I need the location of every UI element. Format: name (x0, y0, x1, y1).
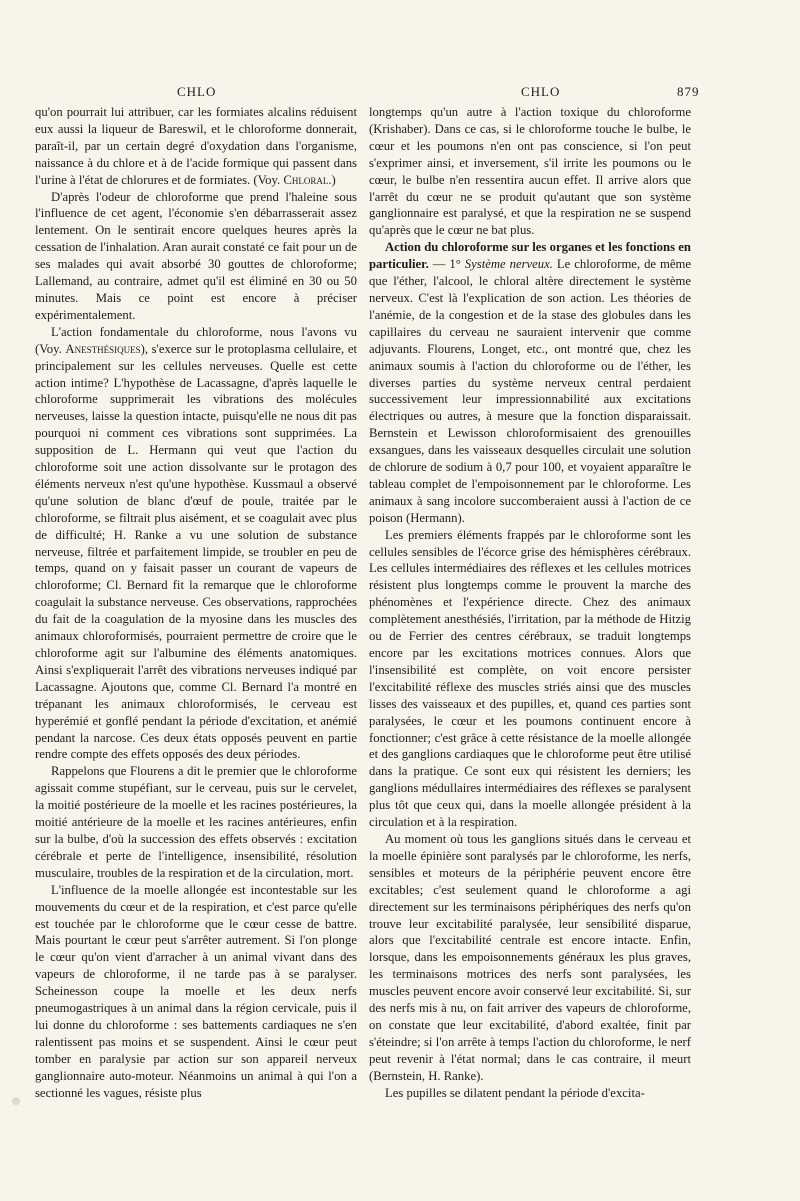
paper-spot (12, 1097, 20, 1105)
paragraph-text: L'action fondamentale du chloroforme, nous l'avons vu (Voy. (35, 324, 357, 356)
paragraph-text: qu'on pourrait lui attribuer, car les formiates alcalins réduisent eux aussi la liqueur de Bareswil, et le chloroforme donnerait, paraît-il, par un certain degré d'oxydation dans l'organisme, naissance à du chlore et à de l'acide formique qui passent dans l'urine à l'état de chlorures et de formiates. (Voy. (35, 105, 357, 187)
paragraph: L'influence de la moelle allongée est incontestable sur les mouvements du cœur et de la respiration, et c'est parce qu'elle est touchée par le chloroforme que le cœur cesse de battre. Mais pourtant le cœur peut s'arrêter autrement. Si l'on plonge le cœur qu'on vient d'arracher à un animal vivant dans des vapeurs de chloroforme, il ne tarde pas à se paralyser. Scheinesson coupe la moelle et les deux nerfs pneumogastriques à un animal dans la région cervicale, puis il lui donne du chloroforme : ses battements cardiaques ne s'en ralentissent pas moins et se suspendent. Ainsi le cœur peut tomber en paralysie par action sur son appareil nerveux ganglionnaire auto-moteur. Néanmoins un animal à qui l'on a sectionné les vagues, résiste plus (35, 882, 357, 1100)
paragraph-text: Le chloroforme, de même que l'éther, l'alcool, le chloral altère directement le système nerveux. C'est là l'explication de son action. Les théories de l'anémie, de la congestion et de la stase des globules dans les capillaires du cerveau ne sauraient intervenir que comme adjuvants. Flourens, Longet, etc., ont montré que, chez les animaux soumis à l'action du chloroforme ou de l'éther, les diverses parties du système nerveux central perdaient successivement leur impressionnabilité aux excitations électriques ou autres, à mesure que la fonction disparaissait. Bernstein et Lewisson chloroformisaient des grenouilles exsangues, dans les vaisseaux desquelles circulait une solution de chlorure de sodium à 0,7 pour 100, et voyaient apparaître le tableau complet de l'empoisonnement par le chloroforme. Les animaux à sang incolore succomberaient aussi à l'action de ce poison (Hermann). (369, 257, 692, 525)
paragraph: Rappelons que Flourens a dit le premier que le chloroforme agissait comme stupéfiant, sur le cerveau, puis sur le cervelet, la moitié postérieure de la moelle et les racines postérieures, la moitié antérieure de la moelle et les racines antérieures, enfin sur la bulbe, d'où la succession des effets observés : excitation cérébrale et perte de l'intelligence, insensibilité, résolution musculaire, troubles de la respiration et de la circulation, mort. (35, 764, 357, 880)
section-paragraph (369, 239, 691, 526)
subsection-heading: Système nerveux. (464, 257, 553, 272)
running-head-center: CHLO (521, 84, 561, 99)
paragraph (35, 104, 357, 189)
page-number: 879 (677, 84, 700, 99)
running-head-left: CHLO (177, 84, 217, 99)
paragraph: Au moment où tous les ganglions situés dans le cerveau et la moelle épinière sont paralysés par le chloroforme, les nerfs, sensibles et moteurs de la périphérie peuvent encore être excitables; c'est seulement quand le chloroforme a agi directement sur les terminaisons périphériques des nerfs qu'on trouve leur excitabilité paralysée, leur sensibilité disparue, alors que l'excitabilité centrale est encore intacte. Enfin, lorsque, dans les empoisonnements généraux les plus graves, les terminaisons motrices des nerfs sont paralysées, les muscles peuvent encore avoir conservé leur excitabilité. Si, sur des nerfs mis à nu, on fait arriver des vapeurs de chloroforme, on constate que leur excitabilité, d'abord exaltée, finit par s'éteindre; si l'on arrête à temps l'action du chloroforme, le nerf peut revenir à l'état normal; dans le cas contraire, il meurt (Bernstein, H. Ranke). (369, 831, 691, 1083)
paragraph: longtemps qu'un autre à l'action toxique du chloroforme (Krishaber). Dans ce cas, si le chloroforme touche le bulbe, le cœur et les poumons n'en ont pas conscience, si l'on peut s'exprimer ainsi, et inversement, s'il irrite les poumons ou le cœur, le bulbe n'en ressentira aucun effet. Il arrive alors que l'arrêt du cœur ne se produit qu'autant que son système ganglionnaire est paralysé, et que la respiration ne se suspend qu'après que le cœur ne bat plus. (369, 105, 691, 238)
cross-reference: Anesthésiques (65, 341, 141, 356)
paragraph (35, 324, 357, 764)
paragraph: D'après l'odeur de chloroforme que prend l'haleine sous l'influence de cet agent, l'économie s'en débarrasserait assez lentement. On le sentirait encore quelques heures après la cessation de l'inhalation. Aran aurait constaté ce fait pour un de ses malades qui avait absorbé 30 gouttes de chloroforme; Lallemand, au contraire, admet qu'il est éliminé en 30 ou 50 minutes. Mais ce point est encore à préciser expérimentalement. (35, 189, 357, 322)
paragraph-text: .) (328, 172, 336, 187)
paragraph: Les premiers éléments frappés par le chloroforme sont les cellules sensibles de l'écorce grise des hémisphères cérébraux. Les cellules intermédiaires des réflexes et les cellules motrices résistent plus longtemps comme le prouvent la marche des phénomènes et l'expérience directe. Chez des animaux complètement anesthésiés, l'irritation, par la méthode de Hitzig ou de Ferrier des centres cérébraux, se traduit longtemps encore par les excitations motrices connues. Alors que l'insensibilité est complète, on voit encore persister l'excitabilité réflexe des muscles striés ainsi que des muscles lisses des vaisseaux et des pupilles, et, quand ces parties sont paralysées, le cœur et les poumons continuent encore à fonctionner; c'est grâce à cette résistance de la moelle allongée et des ganglions cardiaques que le chloroforme peut être utilisé dans la pratique. Ce sont eux qui résistent les derniers; les ganglions médullaires intermédiaires des réflexes se paralysent plus tôt que ceux qui, dans la moelle allongée président à la circulation et à la respiration. (369, 527, 691, 830)
paragraph: Les pupilles se dilatent pendant la période d'excita- (385, 1085, 645, 1100)
left-column (35, 104, 357, 1101)
paragraph-text: — 1° (428, 257, 465, 272)
section-heading: Action du chloroforme sur les organes et les fonctions en particulier. (369, 240, 691, 272)
cross-reference: Chloral (283, 172, 329, 187)
right-column (369, 104, 691, 1101)
paragraph-text: ), s'exerce sur le protoplasma cellulaire, et principalement sur les cellules nerveuses. Quelle est cette action intime? L'hypothèse de Lacassagne, d'après laquelle le chloroforme supprimerait les vibrations des molécules nerveuses, laisse la question intacte, puisqu'elle ne nous dit pas pourquoi ni comment ces vibrations sont supprimées. La supposition de L. Hermann qui veut que l'action du chloroforme soit une action dissolvante sur le protagon des éléments nerveux n'est qu'une hypothèse. Kussmaul a observé qu'une solution de blanc d'œuf de poule, traitée par le chloroforme, se filtrait plus aisément, et se coagulait avec plus de difficulté; H. Ranke a vu une solution de substance nerveuse, filtrée et parfaitement limpide, se troubler en peu de temps, quand on y faisait passer un courant de vapeurs de chloroforme; Cl. Bernard fit la remarque que le chloroforme coagulait la substance nerveuse. Ces observations, rapprochées du fait de la coagulation de la myosine dans les muscles des animaux chloroformisés, pourraient permettre de croire que le chloroforme agit sur l'albumine des éléments anatomiques. Ainsi s'expliquerait l'arrêt des vibrations nerveuses indiqué par Lacassagne. Ajoutons que, comme Cl. Bernard l'a montré en trépanant les animaux chloroformisés, le cerveau est hyperémié et gonflé pendant la période d'excitation, et anémié pendant la narcose. Ces deux états opposés peuvent en partie rendre compte des effets opposés des deux périodes. (35, 341, 357, 762)
